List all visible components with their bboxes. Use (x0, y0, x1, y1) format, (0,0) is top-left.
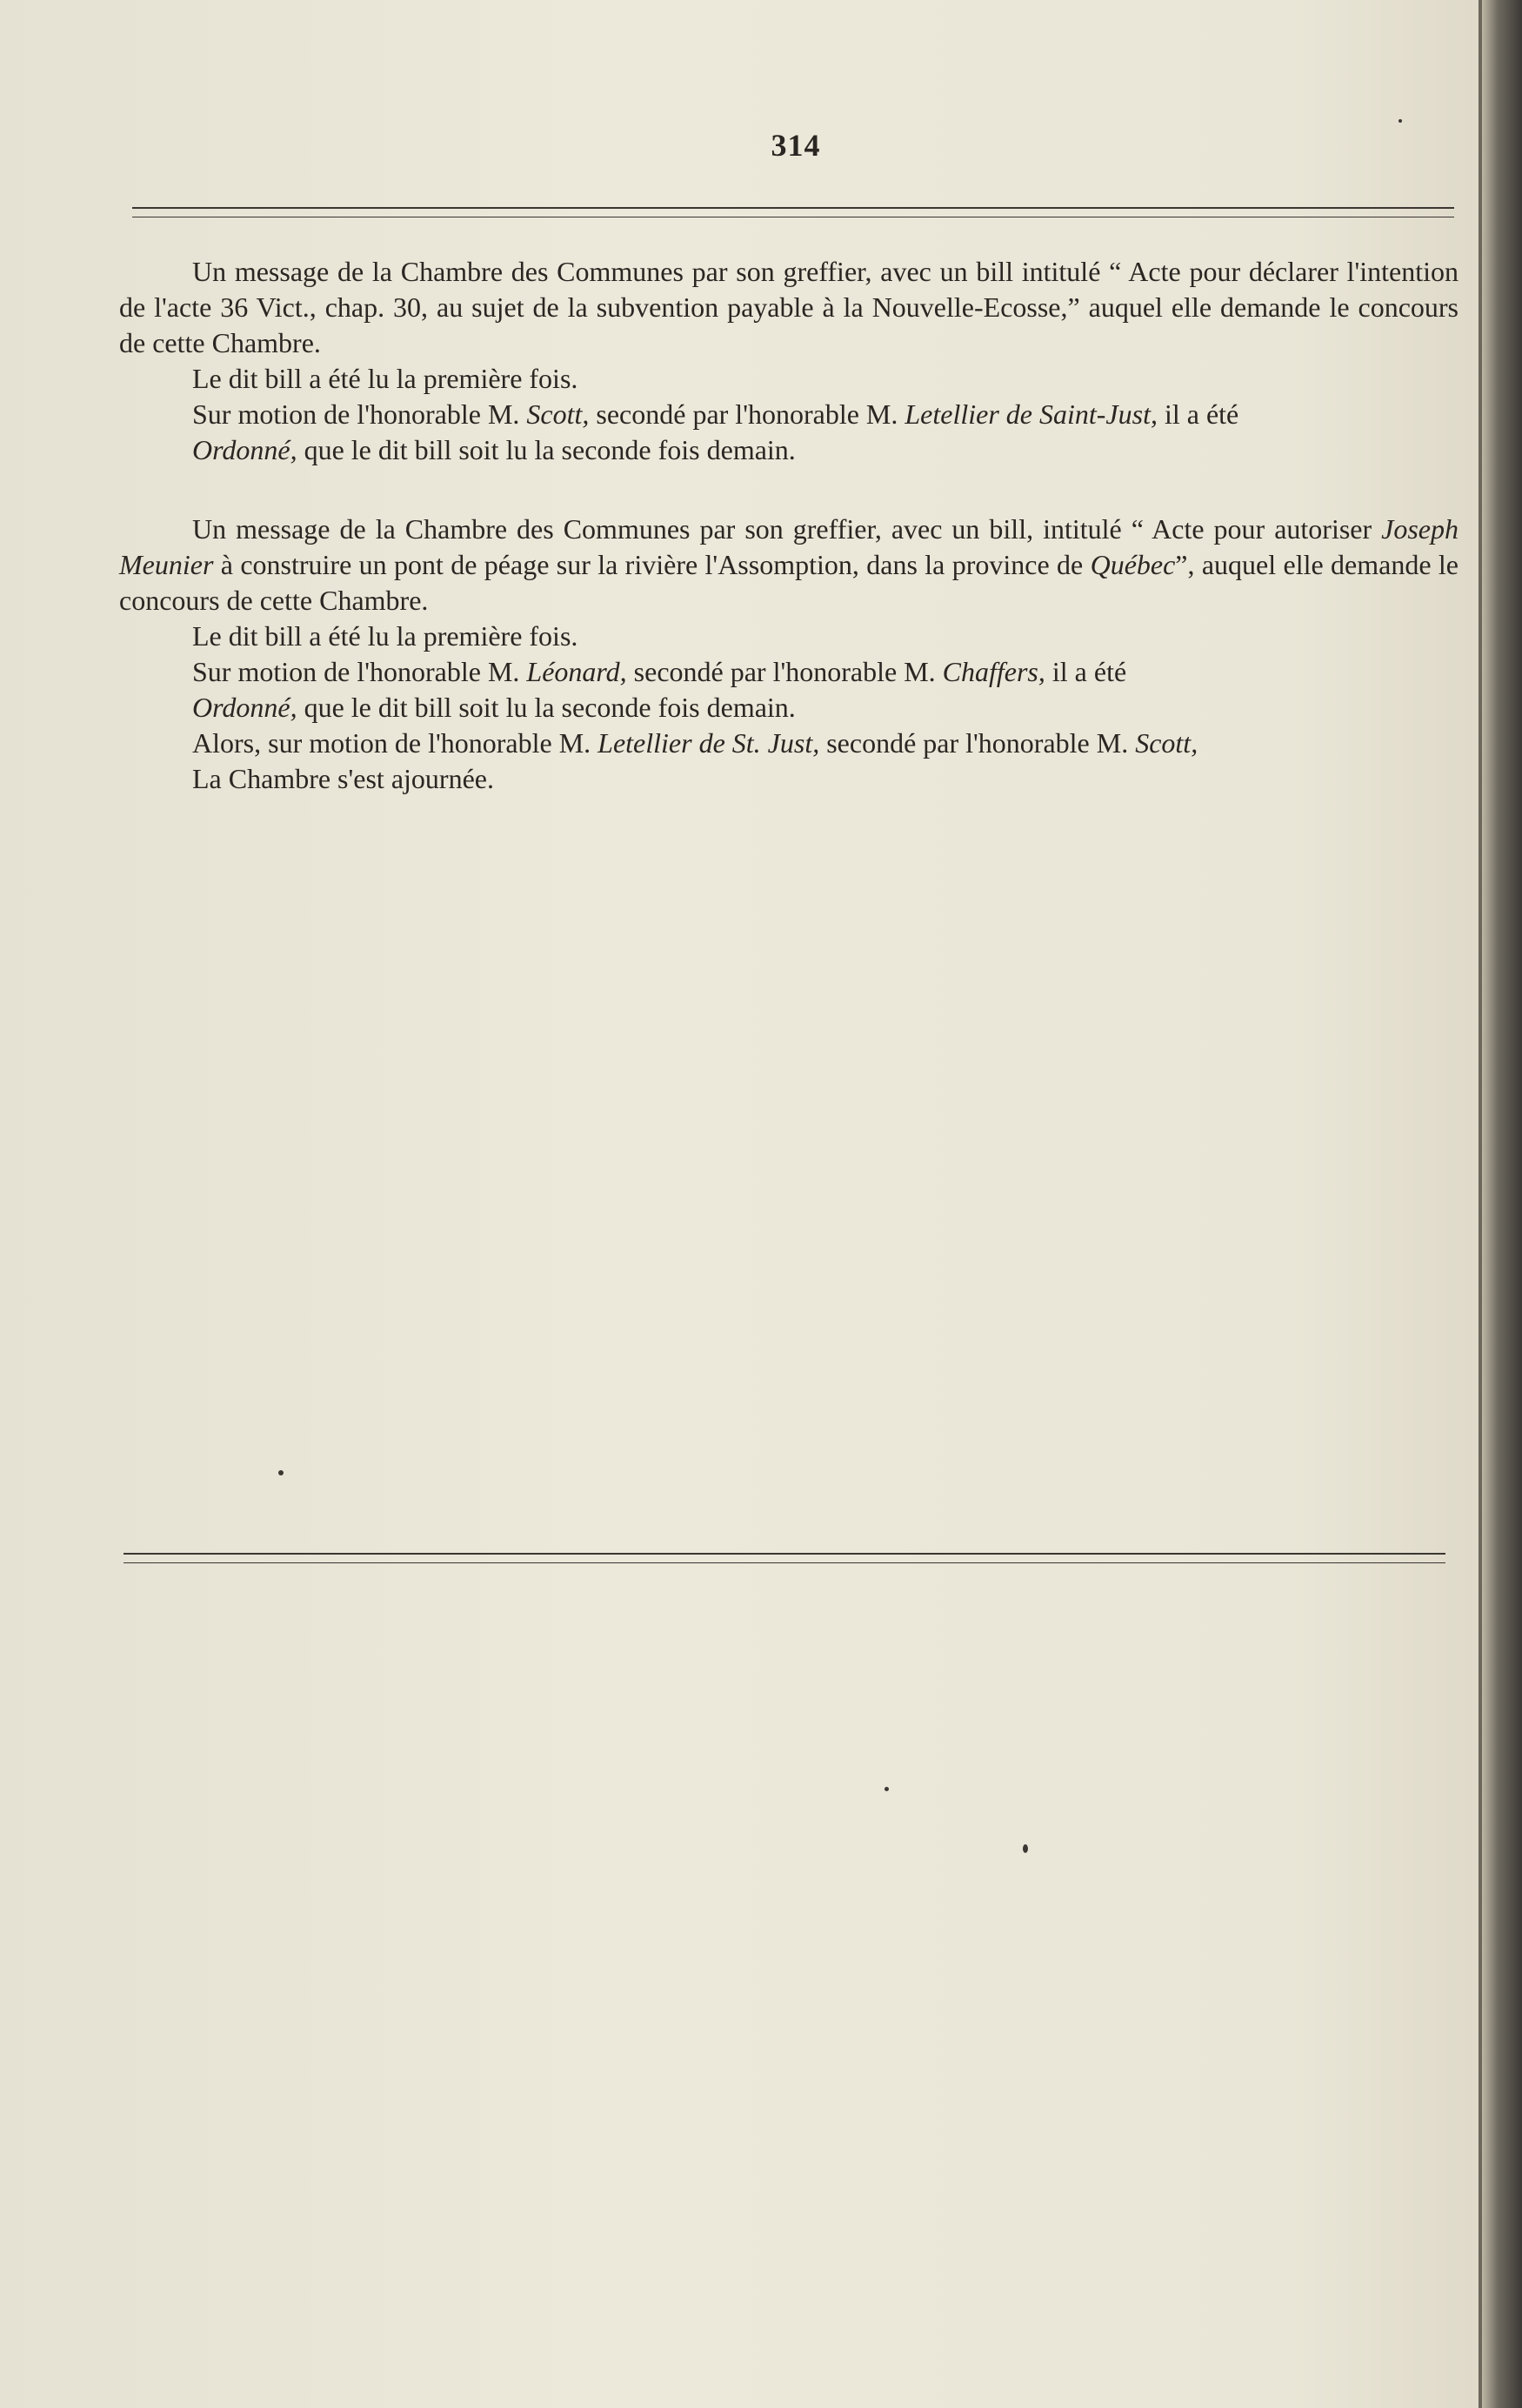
entry-2-person: Joseph Meunier (119, 513, 1459, 580)
entry-2-motion (119, 654, 1459, 690)
entry-2-motion-suffix: il a été (1045, 656, 1127, 687)
entry-2-order (119, 690, 1459, 726)
entry-1-motion-middle: secondé par l'honorable M. (589, 398, 905, 430)
print-speck (1023, 1844, 1028, 1853)
entry-2-message-suffix: ”, auquel elle demande le concours de cette Chambre. (119, 549, 1459, 616)
print-speck (278, 1470, 284, 1475)
footer-rule-top (123, 1553, 1445, 1555)
adjourn-motion-prefix: Alors, sur motion de l'honorable M. (192, 727, 598, 759)
entry-2-order-label: Ordonné, (192, 692, 297, 723)
entry-2-order-text: que le dit bill soit lu la seconde fois demain. (297, 692, 796, 723)
entry-1-message: Un message de la Chambre des Communes par son greffier, avec un bill intitulé “ Acte pour déclarer l'intention de l'acte 36 Vict., chap. 30, au sujet de la subvention payable à la Nouvelle-Ecosse,” auquel elle demande le concours de cette Chambre. (119, 256, 1459, 358)
entry-1-first-reading: Le dit bill a été lu la première fois. (192, 363, 578, 394)
header-rule-top (132, 207, 1454, 209)
footer-rule-bottom (123, 1562, 1445, 1563)
entry-1-order (119, 432, 1459, 468)
adjourn-motion-middle: secondé par l'honorable M. (819, 727, 1136, 759)
entry-2-mover: Léonard, (526, 656, 627, 687)
print-speck (1399, 119, 1402, 123)
entry-1-mover: Scott, (526, 398, 590, 430)
print-speck (884, 1787, 889, 1791)
entry-2-message-prefix: Un message de la Chambre des Communes par son greffier, avec un bill, intitulé “ Acte pour autoriser (192, 513, 1382, 545)
entry-gap (119, 468, 1459, 512)
entry-2-motion-middle: secondé par l'honorable M. (626, 656, 943, 687)
adjourn-motion (119, 726, 1459, 761)
page-number: 314 (771, 128, 821, 163)
entry-2-first-reading: Le dit bill a été lu la première fois. (192, 620, 578, 652)
entry-1-motion (119, 397, 1459, 432)
binding-edge (1482, 0, 1522, 2408)
entry-2-seconder: Chaffers, (942, 656, 1045, 687)
entry-1-seconder: Letellier de Saint-Just, (905, 398, 1158, 430)
entry-2-province: Québec (1090, 549, 1176, 580)
entry-2-motion-prefix: Sur motion de l'honorable M. (192, 656, 527, 687)
adjourn-seconder: Scott, (1135, 727, 1198, 759)
entry-2-message-middle: à construire un pont de péage sur la rivière l'Assomption, dans la province de (213, 549, 1091, 580)
journal-text (119, 254, 1459, 797)
adjourn-mover: Letellier de St. Just, (597, 727, 820, 759)
adjournment: La Chambre s'est ajournée. (192, 763, 494, 794)
entry-2-message (119, 512, 1459, 619)
entry-1-order-label: Ordonné, (192, 434, 297, 465)
entry-1-motion-prefix: Sur motion de l'honorable M. (192, 398, 527, 430)
entry-1-motion-suffix: il a été (1157, 398, 1239, 430)
entry-1-order-text: que le dit bill soit lu la seconde fois demain. (297, 434, 796, 465)
